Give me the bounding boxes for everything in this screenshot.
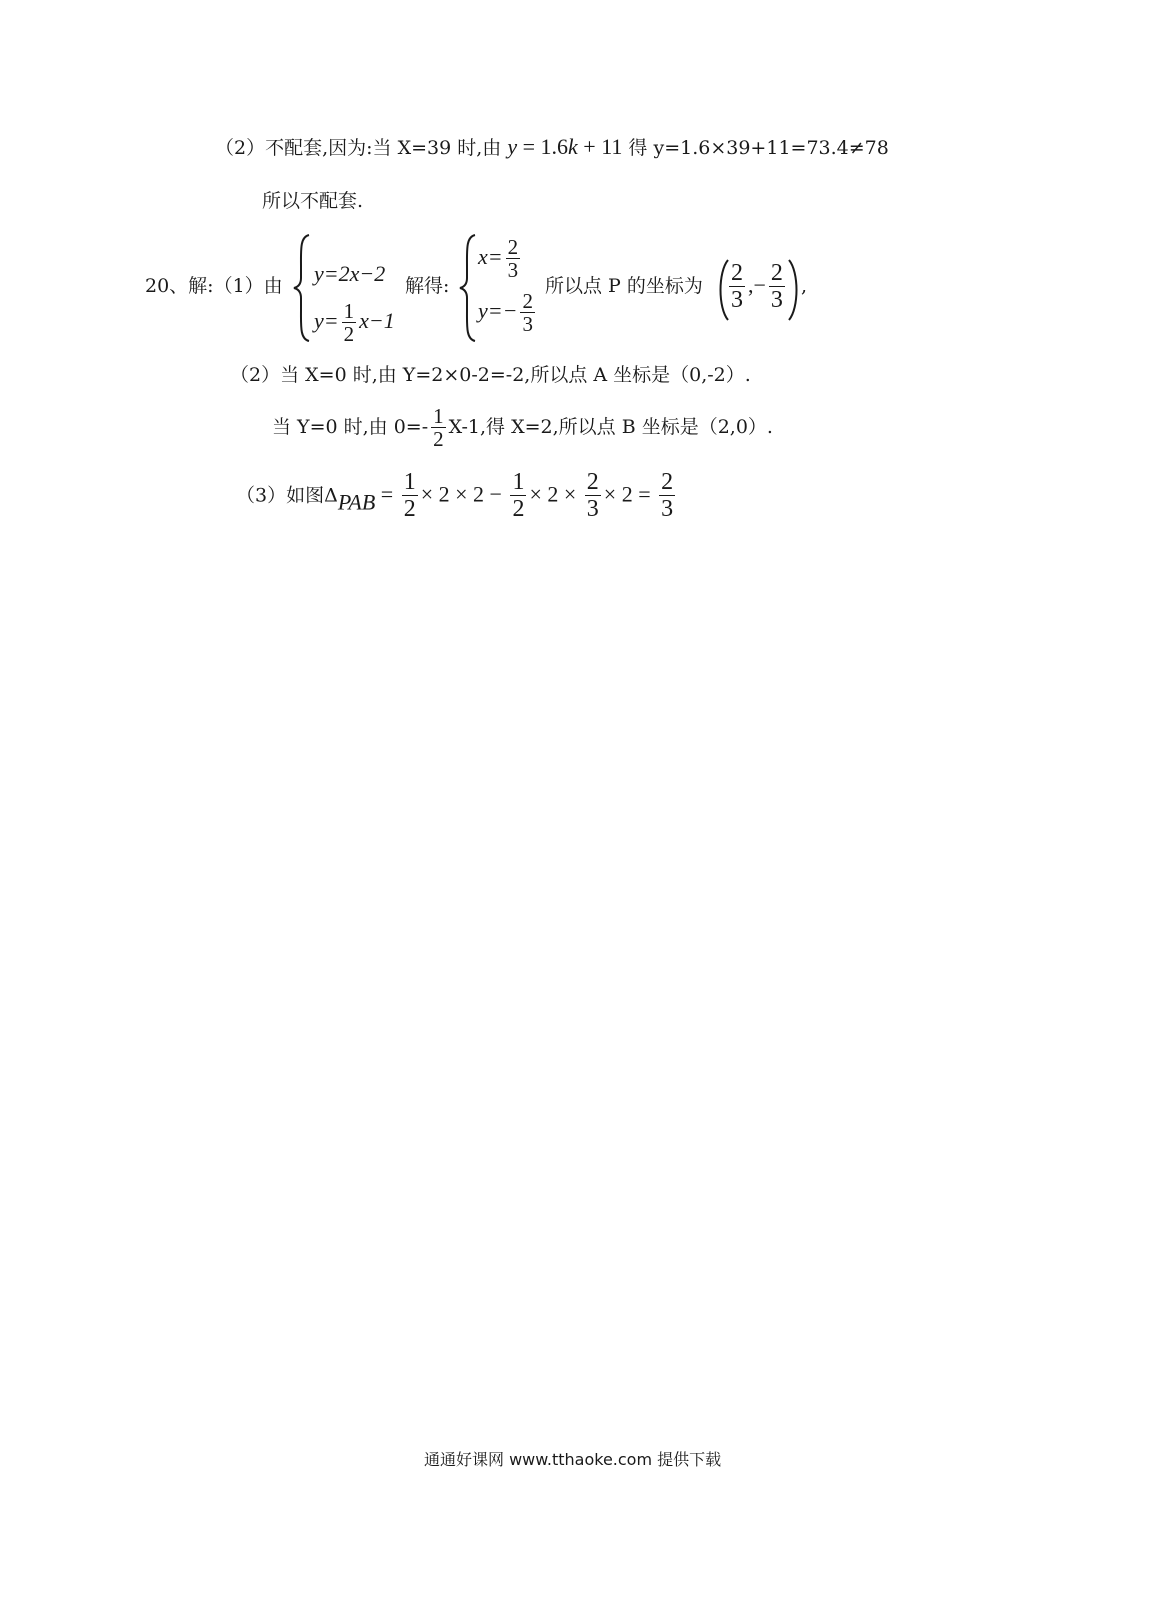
footer-source: 通通好课网 www.tthaoke.com 提供下载 — [424, 1450, 722, 1469]
system1-row1: y=2x−2 — [314, 261, 386, 286]
equation: y = 1.6k + 11 — [507, 134, 623, 159]
left-brace-1 — [291, 232, 313, 344]
fraction: $\frac{1}{2}$ — [403, 469, 416, 523]
part2-line-a: （2）当 X=0 时,由 Y=2×0-2=-2,所以点 A 坐标是（0,-2）. — [230, 364, 751, 386]
calculation: y=1.6×39+11=73.4≠78 — [653, 137, 889, 159]
point-p-text: 所以点 P 的坐标为 — [545, 275, 703, 297]
conclusion-line: 所以不配套. — [262, 190, 364, 212]
fraction: $\frac{2}{3}$ — [586, 469, 599, 523]
q20-label: 20、解:（1）由 — [145, 275, 283, 297]
solve-text: 解得: — [405, 275, 450, 297]
fraction: $\frac{2}{3}$ — [731, 260, 743, 314]
point-p-coords: $\frac{2}{3}$ ,− $\frac{2}{3}$ — [731, 260, 783, 314]
system2-row2: y=− $\frac{2}{3}$ — [478, 289, 533, 337]
fraction: $\frac{2}{3}$ — [507, 235, 519, 283]
system2-row1: x= $\frac{2}{3}$ — [478, 235, 519, 283]
fraction: $\frac{2}{3}$ — [770, 260, 783, 314]
de-text: 得 — [628, 137, 654, 159]
answer-prefix: （2）不配套,因为:当 X=39 时,由 — [215, 137, 502, 159]
fraction: $\frac{1}{2}$ — [343, 299, 355, 347]
fraction: $\frac{1}{2}$ — [512, 469, 525, 523]
part3-line: （3）如图ΔPAB = $\frac{1}{2}$ × 2 × 2 − $\frac{1}{2}$ × 2 × $\frac{2}{3}$ × 2 = $\frac{2}{3}$ — [236, 469, 674, 523]
part2-line-b: 当 Y=0 时,由 0=- $\frac{1}{2}$ X-1,得 X=2,所以点 B 坐标是（2,0）. — [272, 404, 773, 452]
fraction: $\frac{2}{3}$ — [661, 469, 674, 523]
fraction: $\frac{2}{3}$ — [522, 289, 533, 337]
right-paren — [787, 258, 801, 322]
system1-row2: y= $\frac{1}{2}$ x−1 — [314, 299, 395, 347]
fraction: $\frac{1}{2}$ — [433, 404, 444, 452]
answer-19-part2-line — [215, 136, 889, 159]
trailing-comma: , — [801, 275, 808, 297]
left-brace-2 — [457, 232, 479, 344]
